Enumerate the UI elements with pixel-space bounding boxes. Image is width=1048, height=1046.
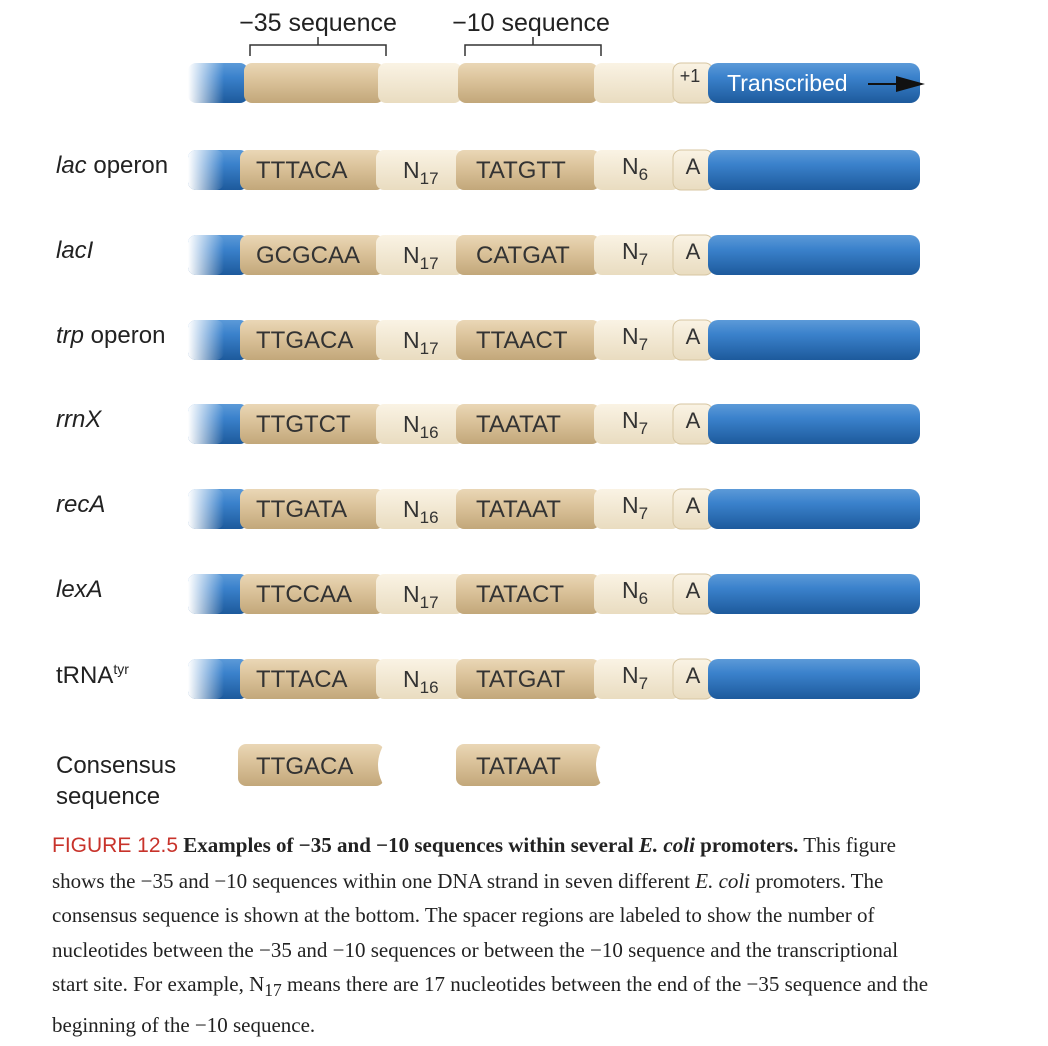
spacer2-label: $N_7$ [622,407,649,438]
promoter-row [188,320,920,360]
minus35-sequence: GCGCAA [256,242,361,269]
spacer2-label: $N_7$ [622,662,649,693]
plus1-label: +1 [679,66,701,86]
minus35-label: −35 sequence [239,9,397,37]
start-nucleotide: A [685,154,701,179]
minus35-sequence: TTTACA [256,157,348,184]
dna-transcribed [708,659,920,699]
caption-body-sub: 17 [264,980,282,1001]
dna-fade [188,659,224,699]
promoter-row [188,659,920,699]
row-label-italic: recA [56,491,106,518]
minus35-bracket [250,37,386,56]
minus10-bracket [465,37,601,56]
spacer2-label: $N_7$ [622,238,649,269]
row-label [56,406,101,434]
start-nucleotide: A [685,408,701,433]
row-label-italic: lexA [56,576,103,603]
row-label-rest: tRNA [56,662,114,689]
dna-transcribed [708,320,920,360]
start-nucleotide: A [685,239,701,264]
minus10-sequence: TATACT [476,581,564,608]
promoter-row [188,574,920,614]
promoter-row [188,404,920,444]
row-label [56,491,105,519]
consensus-minus10-text: TATAAT [476,753,561,780]
spacer1-label: $N_{17}$ [403,327,439,358]
spacer2-label: $N_6$ [622,577,649,608]
dna-transcribed [708,150,920,190]
minus10-label: −10 sequence [452,9,610,37]
dna-transcribed [708,574,920,614]
consensus-minus35-text: TTGACA [256,753,354,780]
minus10-sequence: TAATAT [476,411,561,438]
dna-fade [188,489,224,529]
row-label-italic: rrnX [56,406,102,433]
dna-fade [188,150,224,190]
caption-title-species: E. coli [638,833,695,857]
promoter-row [188,150,920,190]
consensus-label-text: Consensus sequence [56,752,177,810]
row-label-rest: operon [86,152,169,179]
minus35-sequence: TTGTCT [256,411,351,438]
dna-fade [188,404,224,444]
dna-transcribed [708,489,920,529]
spacer2-label: $N_7$ [622,492,649,523]
row-label [56,661,129,690]
spacer1-label: $N_{16}$ [403,411,439,442]
dna-transcribed [708,235,920,275]
start-nucleotide: A [685,324,701,349]
dna-fade [188,574,224,614]
minus10-sequence: TATAAT [476,496,561,523]
minus10-sequence: TATGTT [476,157,566,184]
minus35-sequence: TTTACA [256,666,348,693]
spacer2-label: $N_7$ [622,323,649,354]
row-label [56,237,93,265]
caption-title-a: Examples of −35 and −10 sequences within several [183,833,634,857]
row-label-italic: lacI [56,237,94,264]
row-label-sup: tyr [113,661,129,677]
minus10-sequence: CATGAT [476,242,570,269]
start-nucleotide: A [685,578,701,603]
dna-fade [188,235,224,275]
dna-fade [188,320,224,360]
consensus-label [56,750,196,812]
figure-caption [52,828,932,1042]
start-nucleotide: A [685,493,701,518]
transcribed-label: Transcribed [727,70,848,96]
spacer1-label: $N_{17}$ [403,157,439,188]
row-label [56,322,165,350]
figure-number: FIGURE 12.5 [52,834,179,857]
row-label [56,152,168,180]
start-nucleotide: A [685,663,701,688]
promoter-row [188,489,920,529]
dna-transcribed [708,404,920,444]
promoter-rows [188,150,920,699]
minus35-sequence: TTGATA [256,496,348,523]
row-label-italic: trp [56,322,85,349]
caption-body-species: E. coli [695,868,751,893]
caption-body-a: This figure shows the −35 and −10 sequences within one DNA strand in seven different [52,833,896,893]
row-label-rest: operon [84,322,166,349]
spacer1-label: $N_{17}$ [403,242,439,273]
promoter-row [188,235,920,275]
row-label-italic: lac [56,152,87,179]
spacer1-label: $N_{16}$ [403,496,439,527]
minus10-sequence: TTAACT [476,327,568,354]
spacer2-label: $N_6$ [622,153,649,184]
minus35-sequence: TTCCAA [256,581,352,608]
spacer1-label: $N_{17}$ [403,581,439,612]
caption-body-b: promoters. The consensus sequence is shown at the bottom. The spacer regions are labeled to show the number of nucleotides between the −35 and −10 sequences or between the −10 sequence and the transcriptional start site. For example, N [52,868,899,996]
minus35-sequence: TTGACA [256,327,354,354]
minus10-sequence: TATGAT [476,666,566,693]
row-label [56,576,103,604]
spacer1-label: $N_{16}$ [403,666,439,697]
caption-body-c: means there are 17 nucleotides between the end of the −35 sequence and the beginning of the −10 sequence. [52,972,929,1037]
caption-title [183,833,798,857]
caption-title-b: promoters. [700,833,799,857]
